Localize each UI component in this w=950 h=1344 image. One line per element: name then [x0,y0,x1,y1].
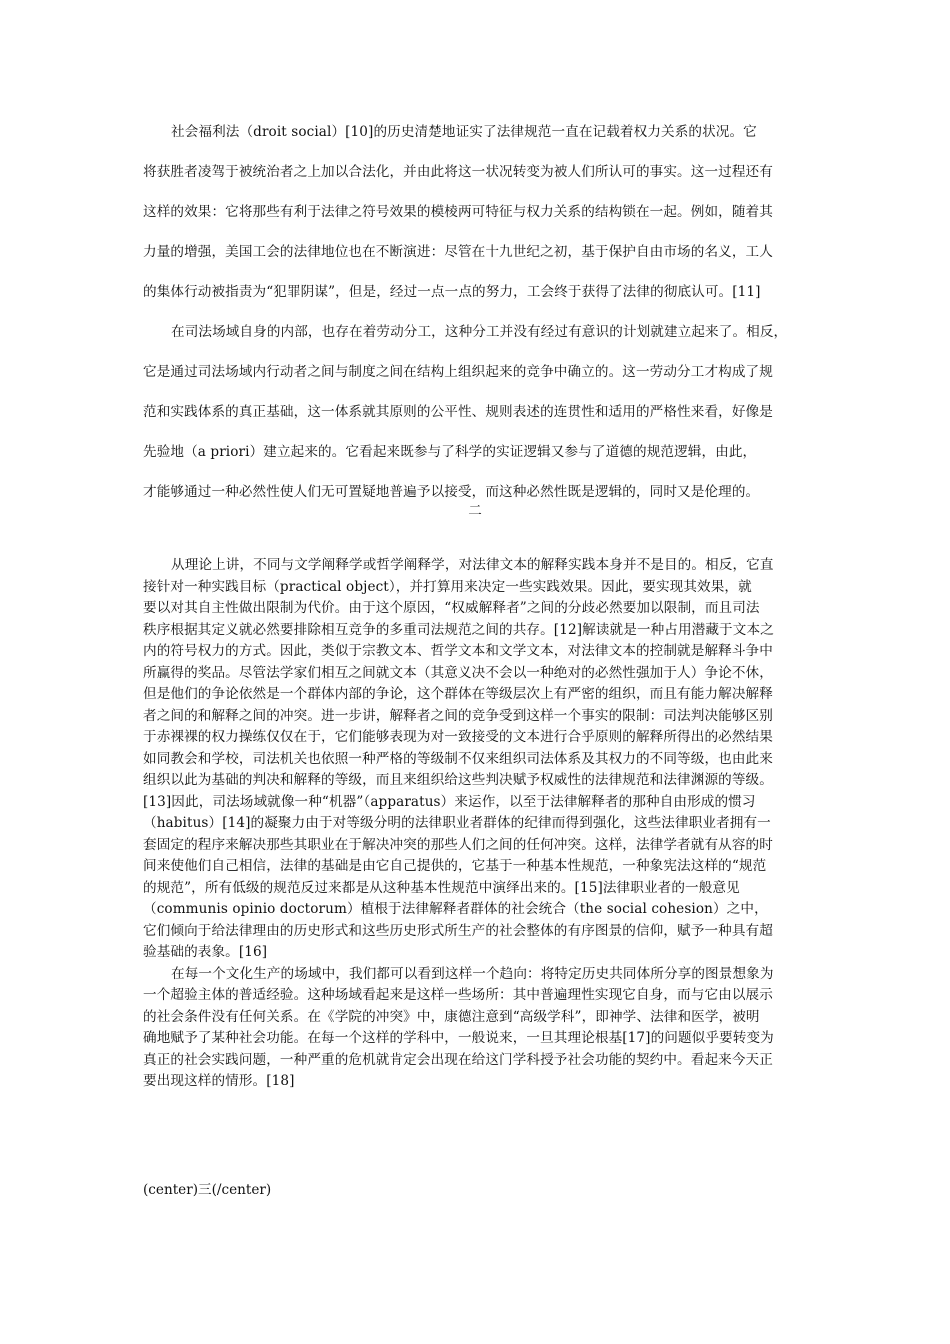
top-paragraphs [143,112,807,512]
main-paragraphs [143,555,807,1093]
text-line: 验基础的表象。[16] [143,944,268,960]
text-line: 社会福利法（droit social）[10]的历史清楚地证实了法律规范一直在记载着权力关系的状况。它 [171,124,757,140]
text-line: （communis opinio doctorum）植根于法律解释者群体的社会统合（the social cohesion）之中， [143,901,768,917]
text-line: 确地赋予了某种社会功能。在每一个这样的学科中，一般说来，一旦其理论根基[17]的问题似乎要转变为 [143,1030,774,1046]
text-line: 套固定的程序来解决那些其职业在于解决冲突的那些人们之间的任何冲突。这样，法律学者就有从容的时 [143,836,773,853]
text-line: 将获胜者凌驾于被统治者之上加以合法化，并由此将这一状况转变为被人们所认可的事实。这一过程还有 [143,164,773,180]
text-line: 者之间的和解释之间的冲突。进一步讲，解释者之间的竞争受到这样一个事实的限制：司法判决能够区别 [143,707,773,724]
text-line: 要以对其自主性做出限制为代价。由于这个原因，“权威解释者”之间的分歧必然要加以限制，而且司法 [143,600,760,616]
text-line: 一个超验主体的普适经验。这种场域看起来是这样一些场所：其中普遍理性实现它自身，而与它由以展示 [143,987,773,1003]
text-line: 它是通过司法场域内行动者之间与制度之间在结构上组织起来的竞争中确立的。这一劳动分工才构成了规 [143,364,773,380]
text-line: 的集体行动被指责为“犯罪阴谋”，但是，经过一点一点的努力，工会终于获得了法律的彻底认可。[11] [143,284,761,300]
text-line: 在司法场域自身的内部，也存在着劳动分工，这种分工并没有经过有意识的计划就建立起来了。相反， [171,324,788,340]
text-line: 从理论上讲，不同与文学阐释学或哲学阐释学，对法律文本的解释实践本身并不是目的。相反，它直 [171,557,774,573]
text-line: 秩序根据其定义就必然要排除相互竞争的多重司法规范之间的共存。[12]解读就是一种占用潜藏于文本之 [143,621,774,638]
text-line: 才能够通过一种必然性使人们无可置疑地普遍予以接受，而这种必然性既是逻辑的，同时又是伦理的。 [143,484,760,500]
text-line: 间来使他们自己相信，法律的基础是由它自己提供的，它基于一种基本性规范，一种象宪法这样的“规范 [143,858,767,874]
text-line: 组织以此为基础的判决和解释的等级，而且来组织给这些判决赋予权威性的法律规范和法律渊源的等级。 [143,772,773,788]
text-line: （habitus）[14]的凝聚力由于对等级分明的法律职业者群体的纪律而得到强化，这些法律职业者拥有一 [143,815,771,831]
text-line: 的社会条件没有任何关系。在《学院的冲突》中，康德注意到“高级学科”，即神学、法律和医学，被明 [143,1008,760,1025]
text-line: 范和实践体系的真正基础，这一体系就其原则的公平性、规则表述的连贯性和适用的严格性来看，好像是 [143,404,773,420]
text-line: 如同教会和学校，司法机关也依照一种严格的等级制不仅来组织司法体系及其权力的不同等级，也由此来 [143,750,773,767]
text-line: 接针对一种实践目标（practical object），并打算用来决定一些实践效果。因此，要实现其效果，就 [143,578,752,595]
text-line: [13]因此，司法场域就像一种“机器”（apparatus）来运作，以至于法律解释者的那种自由形成的惯习 [143,793,756,810]
text-line: 内的符号权力的方式。因此，类似于宗教文本、哲学文本和文学文本，对法律文本的控制就是解释斗争中 [143,643,773,659]
text-line: 先验地（a priori）建立起来的。它看起来既参与了科学的实证逻辑又参与了道德的规范逻辑，由此， [143,444,757,460]
text-line: 的规范”，所有低级的规范反过来都是从这种基本性规范中演绎出来的。[15]法律职业者的一般意见 [143,879,740,896]
text-line: 力量的增强，美国工会的法律地位也在不断演进：尽管在十九世纪之初，基于保护自由市场的名义，工人 [143,244,773,260]
text-line: 它们倾向于给法律理由的历史形式和这些历史形式所生产的社会整体的有序图景的信仰，赋予一种具有超 [143,922,773,939]
text-line: 在每一个文化生产的场域中，我们都可以看到这样一个趋向：将特定历史共同体所分享的图景想象为 [171,965,774,982]
text-line: 于赤裸裸的权力操练仅仅在于，它们能够表现为对一致接受的文本进行合乎原则的解释所得出的必然结果 [143,729,773,745]
text-line: 这样的效果：它将那些有利于法律之符号效果的模棱两可特征与权力关系的结构锁在一起。例如，随着其 [143,204,773,220]
text-line: 所赢得的奖品。尽管法学家们相互之间就文本（其意义决不会以一种绝对的必然性强加于人）争论不休， [143,664,773,681]
section-marker-text: (center)三(/center) [143,1182,272,1198]
section-heading: 二 [468,503,482,519]
text-line: 但是他们的争论依然是一个群体内部的争论，这个群体在等级层次上有严密的组织，而且有能力解决解释 [143,686,773,702]
text-line: 要出现这样的情形。[18] [143,1073,295,1089]
text-line: 真正的社会实践问题，一种严重的危机就肯定会出现在给这门学科授予社会功能的契约中。看起来今天正 [143,1051,773,1068]
